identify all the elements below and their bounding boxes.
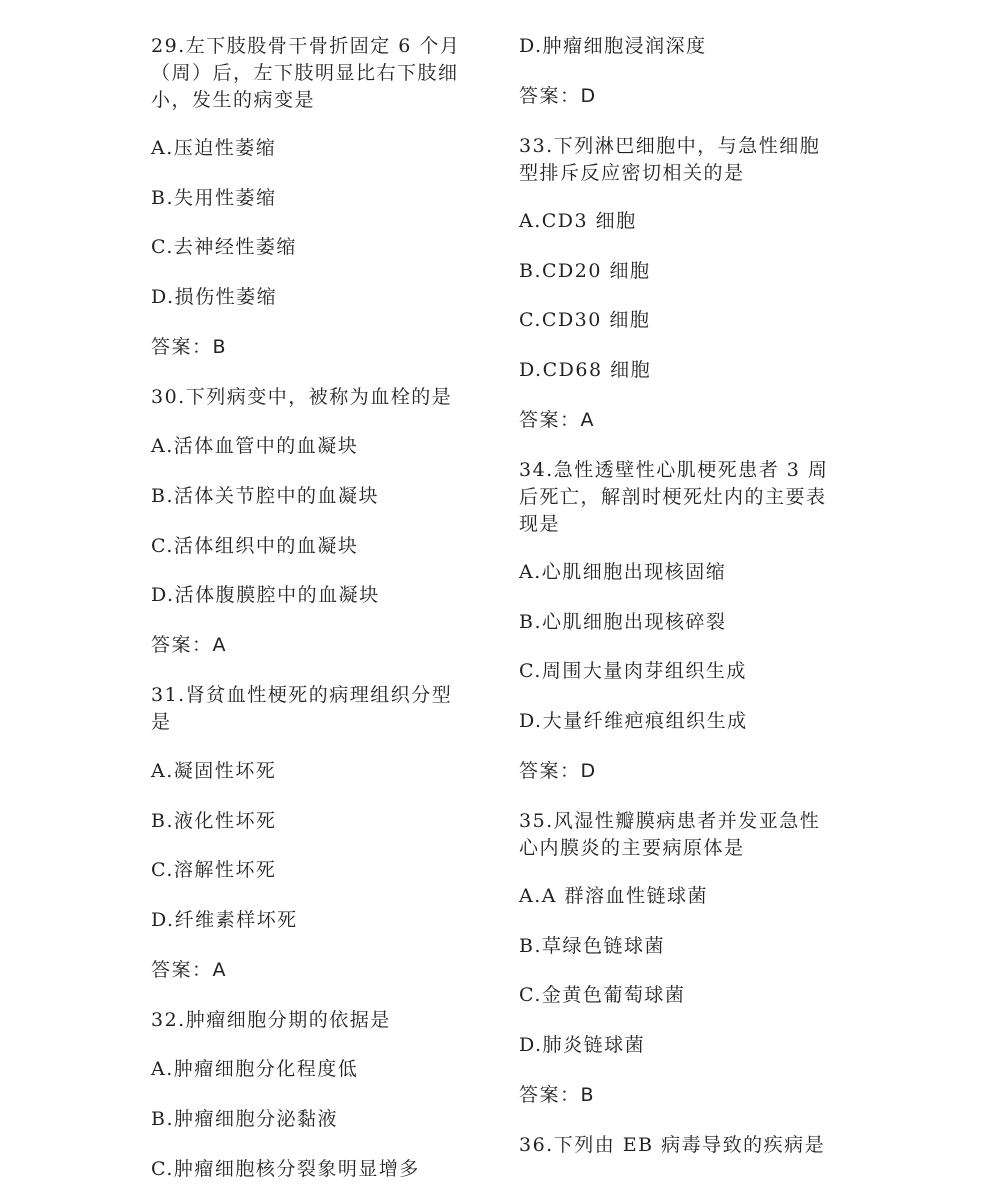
option-30-b: B.活体关节腔中的血凝块 <box>151 485 380 507</box>
question-31-line-1: 31.肾贫血性梗死的病理组织分型 <box>151 684 453 706</box>
question-35-line-1: 35.风湿性瓣膜病患者并发亚急性 <box>519 810 821 832</box>
question-36-line-1: 36.下列由 EB 病毒导致的疾病是 <box>519 1134 826 1156</box>
option-30-c: C.活体组织中的血凝块 <box>151 535 359 557</box>
question-29-line-2: （周）后，左下肢明显比右下肢细 <box>151 62 459 84</box>
option-34-d: D.大量纤维疤痕组织生成 <box>519 710 748 732</box>
answer-30: 答案：A <box>151 634 227 656</box>
question-34-line-1: 34.急性透壁性心肌梗死患者 3 周 <box>519 459 829 481</box>
option-33-c: C.CD30 细胞 <box>519 309 651 331</box>
option-31-c: C.溶解性坏死 <box>151 859 277 881</box>
option-32-d: D.肿瘤细胞浸润深度 <box>519 35 707 57</box>
option-31-d: D.纤维素样坏死 <box>151 909 298 931</box>
question-29-line-1: 29.左下肢股骨干骨折固定 6 个月 <box>151 35 461 57</box>
option-32-a: A.肿瘤细胞分化程度低 <box>151 1058 359 1080</box>
option-35-a: A.A 群溶血性链球菌 <box>519 885 709 907</box>
option-35-d: D.肺炎链球菌 <box>519 1034 646 1056</box>
question-33-line-2: 型排斥反应密切相关的是 <box>519 162 745 184</box>
question-34-line-2: 后死亡，解剖时梗死灶内的主要表 <box>519 486 827 508</box>
answer-31: 答案：A <box>151 959 227 981</box>
question-29-line-3: 小，发生的病变是 <box>151 89 316 111</box>
answer-32: 答案：D <box>519 85 597 107</box>
question-32-line-1: 32.肿瘤细胞分期的依据是 <box>151 1009 391 1031</box>
answer-33: 答案：A <box>519 409 595 431</box>
question-35-line-2: 心内膜炎的主要病原体是 <box>519 837 745 859</box>
option-33-d: D.CD68 细胞 <box>519 359 652 381</box>
answer-34: 答案：D <box>519 760 597 782</box>
option-29-a: A.压迫性萎缩 <box>151 137 277 159</box>
option-30-d: D.活体腹膜腔中的血凝块 <box>151 584 380 606</box>
option-31-a: A.凝固性坏死 <box>151 760 277 782</box>
option-33-a: A.CD3 细胞 <box>519 210 637 232</box>
option-34-c: C.周围大量肉芽组织生成 <box>519 660 747 682</box>
answer-29: 答案：B <box>151 336 228 358</box>
option-30-a: A.活体血管中的血凝块 <box>151 435 359 457</box>
option-29-b: B.失用性萎缩 <box>151 187 277 209</box>
question-30-line-1: 30.下列病变中，被称为血栓的是 <box>151 386 453 408</box>
option-29-c: C.去神经性萎缩 <box>151 236 297 258</box>
option-33-b: B.CD20 细胞 <box>519 260 651 282</box>
question-31-line-2: 是 <box>151 711 172 733</box>
option-29-d: D.损伤性萎缩 <box>151 286 278 308</box>
option-32-b: B.肿瘤细胞分泌黏液 <box>151 1108 339 1130</box>
option-34-a: A.心肌细胞出现核固缩 <box>519 561 727 583</box>
option-35-b: B.草绿色链球菌 <box>519 935 666 957</box>
question-33-line-1: 33.下列淋巴细胞中，与急性细胞 <box>519 135 821 157</box>
option-35-c: C.金黄色葡萄球菌 <box>519 984 686 1006</box>
question-34-line-3: 现是 <box>519 513 561 535</box>
option-32-c: C.肿瘤细胞核分裂象明显增多 <box>151 1158 420 1180</box>
option-31-b: B.液化性坏死 <box>151 810 277 832</box>
option-34-b: B.心肌细胞出现核碎裂 <box>519 611 727 633</box>
answer-35: 答案：B <box>519 1084 596 1106</box>
